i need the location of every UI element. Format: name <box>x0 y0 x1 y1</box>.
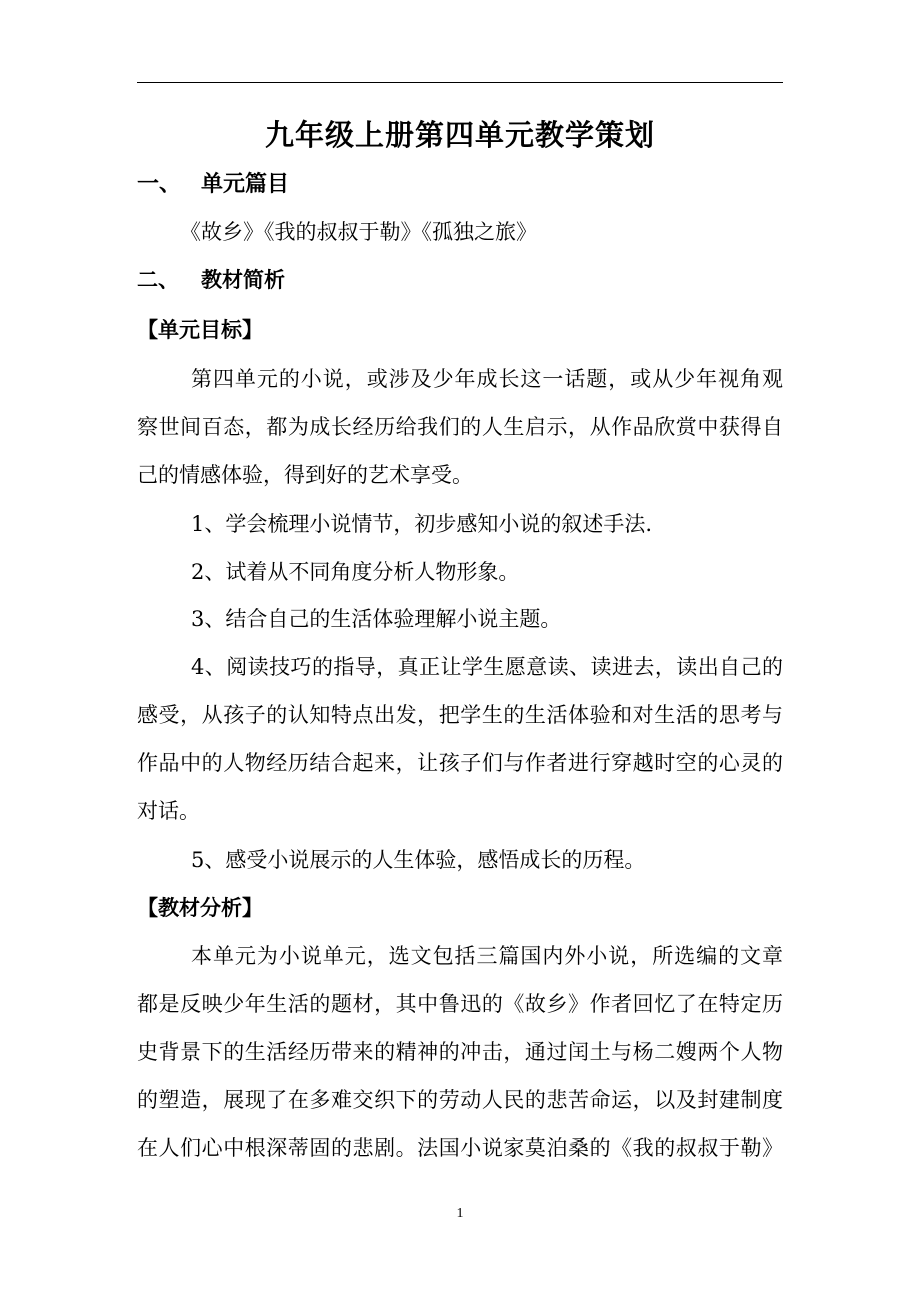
paragraph-line: 对话。 <box>137 799 200 823</box>
section-number: 二、 <box>137 268 179 292</box>
goal-item-2: 2、试着从不同角度分析人物形象。 <box>191 560 520 584</box>
section-number: 一、 <box>137 172 182 197</box>
section-heading-1 <box>137 170 787 200</box>
paragraph-line: 作品中的人物经历结合起来，让孩子们与作者进行穿越时空的心灵的 <box>137 751 783 775</box>
unit-works: 《故乡》《我的叔叔于勒》《孤独之旅》 <box>180 220 537 244</box>
page-number: 1 <box>456 1206 464 1221</box>
analysis-heading: 【教材分析】 <box>137 896 263 920</box>
paragraph-line: 本单元为小说单元，选文包括三篇国内外小说，所选编的文章 <box>191 944 783 968</box>
paragraph-line: 己的情感体验，得到好的艺术享受。 <box>137 463 473 487</box>
goal-item-4: 4、阅读技巧的指导，真正让学生愿意读、读进去，读出自己的 <box>191 655 783 679</box>
paragraph-line: 第四单元的小说，或涉及少年成长这一话题，或从少年视角观 <box>191 367 783 391</box>
section-heading-2 <box>137 265 787 295</box>
goals-heading: 【单元目标】 <box>137 318 263 342</box>
section-label: 教材简析 <box>201 268 285 292</box>
header-rule <box>137 82 783 83</box>
section-label: 单元篇目 <box>201 172 290 197</box>
goal-item-1: 1、学会梳理小说情节，初步感知小说的叙述手法. <box>191 512 653 536</box>
paragraph-line: 史背景下的生活经历带来的精神的冲击，通过闰土与杨二嫂两个人物 <box>137 1040 783 1064</box>
paragraph-line: 的塑造，展现了在多难交织下的劳动人民的悲苦命运，以及封建制度 <box>137 1088 783 1112</box>
goal-item-5: 5、感受小说展示的人生体验，感悟成长的历程。 <box>191 848 646 872</box>
page-title: 九年级上册第四单元教学策划 <box>264 118 655 152</box>
paragraph-line: 察世间百态，都为成长经历给我们的人生启示，从作品欣赏中获得自 <box>137 415 783 439</box>
paragraph-line: 在人们心中根深蒂固的悲剧。法国小说家莫泊桑的《我的叔叔于勒》 <box>137 1136 783 1160</box>
paragraph-line: 都是反映少年生活的题材，其中鲁迅的《故乡》作者回忆了在特定历 <box>137 992 783 1016</box>
paragraph-line: 感受，从孩子的认知特点出发，把学生的生活体验和对生活的思考与 <box>137 703 783 727</box>
goal-item-3: 3、结合自己的生活体验理解小说主题。 <box>191 607 562 631</box>
